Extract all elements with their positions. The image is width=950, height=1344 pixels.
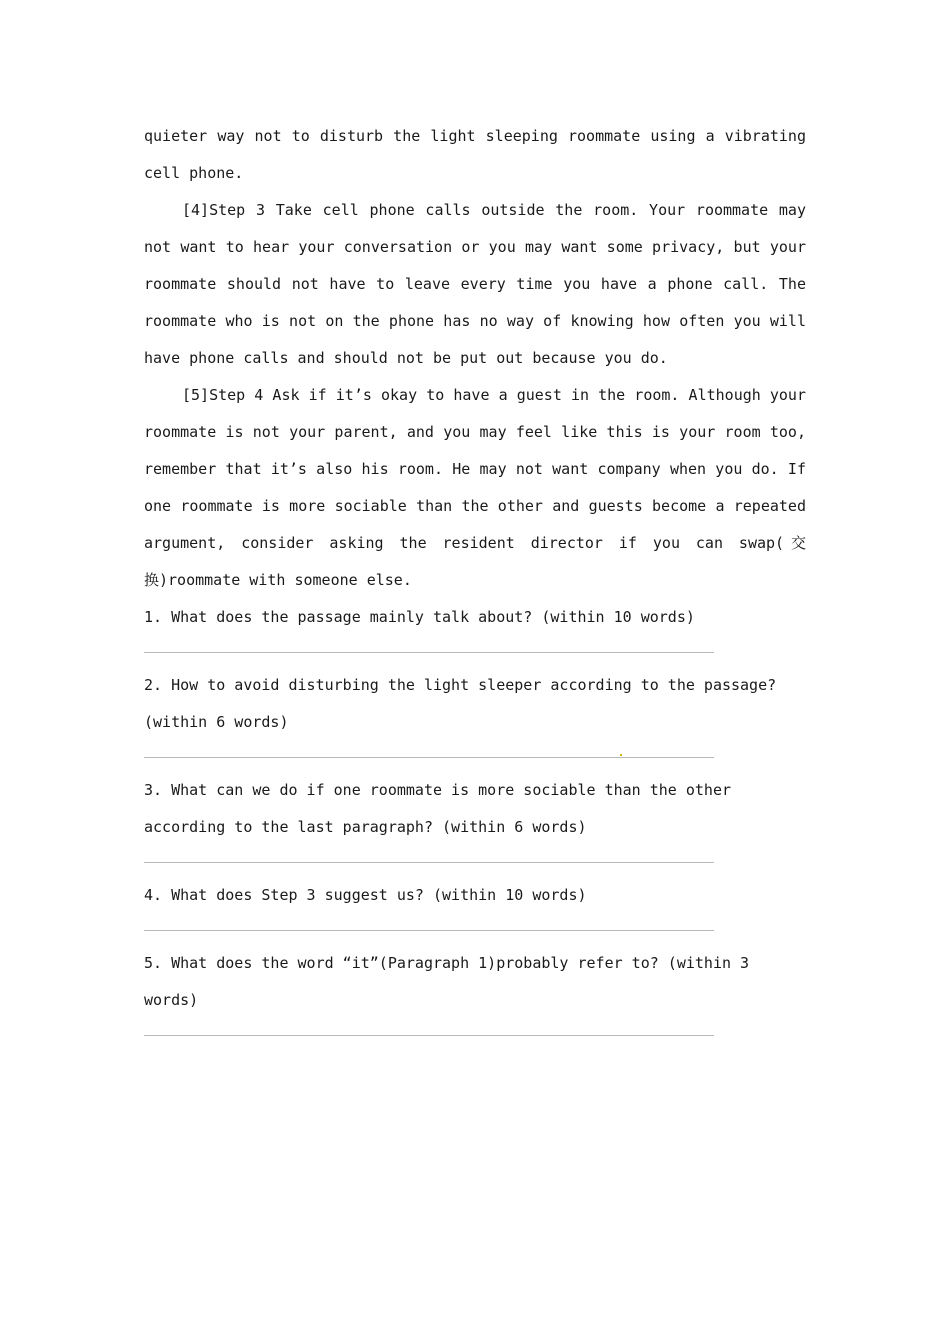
answer-line-2[interactable] xyxy=(144,757,714,758)
question-block-5 xyxy=(144,945,806,1036)
question-block-2 xyxy=(144,667,806,758)
question-block-4 xyxy=(144,877,806,931)
question-2: 2. How to avoid disturbing the light sleeper according to the passage? (within 6 words) xyxy=(144,676,777,731)
answer-line-4[interactable] xyxy=(144,930,714,931)
paragraph-continuation: quieter way not to disturb the light sleeping roommate using a vibrating cell phone. xyxy=(144,127,806,182)
paragraph-step-3: [4]Step 3 Take cell phone calls outside the room. Your roommate may not want to hear your conversation or you may want some privacy, but your roommate should not have to leave every time you have a phone call. The roommate who is not on the phone has no way of knowing how often you will have phone calls and should not be put out because you do. xyxy=(144,201,806,367)
question-block-3 xyxy=(144,772,806,863)
stray-mark xyxy=(620,754,622,756)
document-body xyxy=(144,118,806,1050)
answer-line-3[interactable] xyxy=(144,862,714,863)
question-3: 3. What can we do if one roommate is more sociable than the other according to the last paragraph? (within 6 words) xyxy=(144,781,731,836)
question-block-1 xyxy=(144,599,806,653)
paragraph-step-4: [5]Step 4 Ask if it’s okay to have a guest in the room. Although your roommate is not your parent, and you may feel like this is your room too, remember that it’s also his room. He may not want company when you do. If one roommate is more sociable than the other and guests become a repeated argument, consider asking the resident director if you can swap(交换)roommate with someone else. xyxy=(144,386,806,589)
answer-line-5[interactable] xyxy=(144,1035,714,1036)
question-4: 4. What does Step 3 suggest us? (within 10 words) xyxy=(144,886,587,904)
answer-line-1[interactable] xyxy=(144,652,714,653)
question-5: 5. What does the word “it”(Paragraph 1)probably refer to? (within 3 words) xyxy=(144,954,750,1009)
question-1: 1. What does the passage mainly talk about? (within 10 words) xyxy=(144,608,695,626)
